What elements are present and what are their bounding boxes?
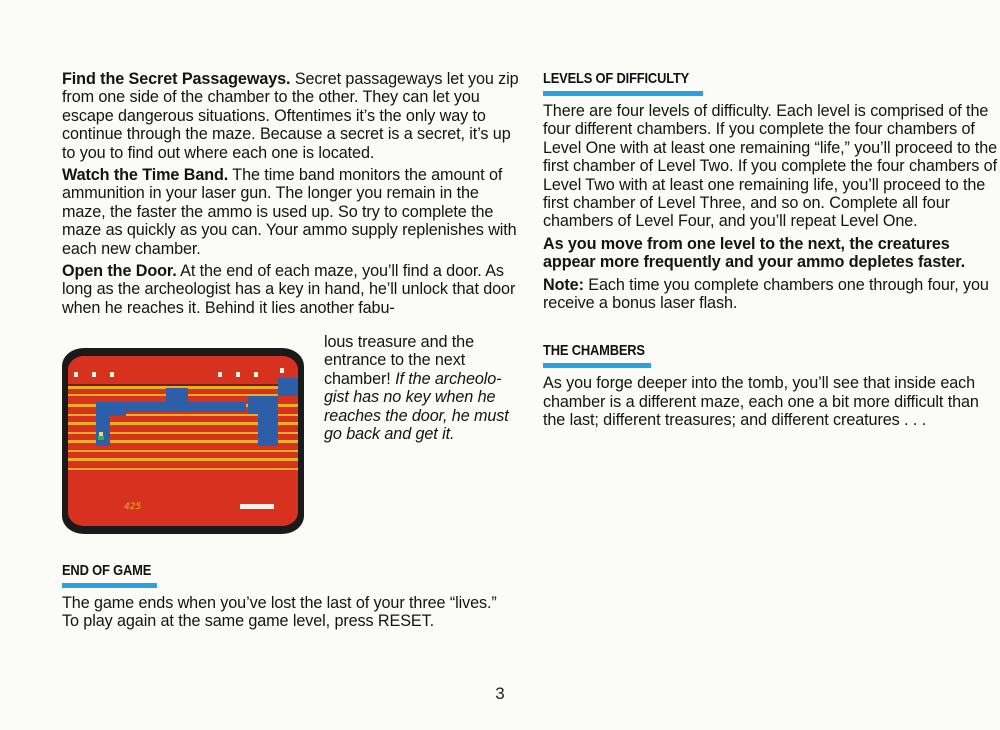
heading-rule [543,91,703,96]
page-number: 3 [495,684,505,703]
chambers-heading: THE CHAMBERS [543,342,645,360]
levels-warning: As you move from one level to the next, the creatures appear more frequently and your ammo depletes faster. [543,234,966,272]
end-of-game-text: The game ends when you’ve lost the last of your three “lives.” To play again at the same game level, press RESET. [62,594,497,631]
note-label: Note: [543,275,584,294]
paragraph-time-band: Watch the Time Band. The time band monitors the amount of ammunition in your laser gun. The longer you remain in the maze, the faster the ammo is used up. So try to complete the maze as quickly as you can. Your ammo supply replenishes with each new chamber. [62,166,517,258]
end-of-game-heading: END OF GAME [62,562,152,579]
chambers-section [543,342,998,429]
term-time-band: Watch the Time Band. [62,166,229,185]
chambers-text: As you forge deeper into the tomb, you’ll see that inside each chamber is a different maze, each one a bit more difficult than the last; different treasures; and different creatures . . . [543,374,979,430]
tv-screen [68,356,298,526]
paragraph-secret-passageways: Find the Secret Passageways. Secret passageways let you zip from one side of the chamber to the other. They can let you escape dangerous situations. Oftentimes it’s the only way to continue through the maze. Because a secret is a secret, it’s up to you to find out where each one is located. [62,70,519,162]
note-paragraph: Note: Each time you complete chambers one through four, you receive a bonus laser flash. [543,275,989,313]
maze-illustration [68,356,298,526]
heading-rule [543,363,651,368]
levels-text: There are four levels of difficulty. Each level is comprised of the four different chambers. If you complete the four chambers of Level One with at least one remaining “life,” you’ll proceed to the first chamber of Level Two. If you complete the four chambers of Level Two with at least one remaining life, you’ll proceed to the first chamber of Level Three, and so on. Complete all four chambers of Level Four, and you’ll repeat Level One. [543,102,997,231]
end-of-game-section [62,562,502,631]
heading-rule [62,583,157,588]
left-column [62,70,522,317]
door-caption: lous treasure and the entrance to the next chamber! If the archeolo-gist has no key when he reaches the door, he must go back and get it. [324,333,509,444]
term-open-door: Open the Door. [62,262,177,281]
screen-score: 425 [124,502,142,512]
term-secret-passageways: Find the Secret Passageways. [62,70,291,88]
caption-italic: If the archeolo-gist has no key when he reaches the door, he must go back and get it. [324,369,509,444]
right-column [543,70,998,430]
game-screenshot [62,348,304,534]
paragraph-open-door: Open the Door. At the end of each maze, you’ll find a door. As long as the archeologist has a key in hand, he’ll unlock that door when he reaches it. Behind it lies another fabu- [62,262,516,317]
levels-heading: LEVELS OF DIFFICULTY [543,70,690,87]
